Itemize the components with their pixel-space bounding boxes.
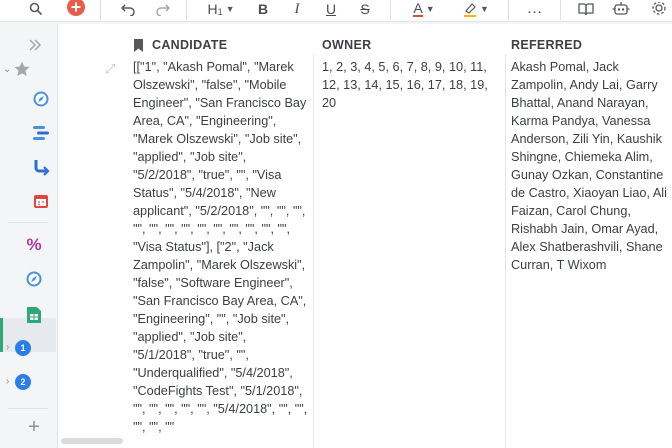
referred-name: Xiaoyan Liao: [573, 186, 647, 200]
spreadsheet-icon[interactable]: [23, 304, 45, 326]
toolbar-separator: [100, 0, 101, 20]
editor-toolbar: [0, 0, 672, 22]
referred-name: Jack Zampolin: [511, 60, 619, 92]
underline-button[interactable]: U: [325, 1, 337, 17]
chevron-down-icon: ▼: [425, 4, 435, 14]
robot-icon[interactable]: [610, 0, 632, 18]
highlight-dropdown[interactable]: [456, 0, 496, 18]
expand-row-icon[interactable]: ⤢: [105, 61, 116, 76]
search-icon[interactable]: [26, 0, 46, 18]
column-divider: [505, 54, 506, 448]
referred-cell[interactable]: Akash Pomal, Jack Zampolin, Andy Lai, Garry Bhattal, Anand Narayan, Karma Pandya, Vanessa Anderson, Zili Yin, Kaushik Shingne, Chiemeka Alim, Gunay Ozkan, Constantine de Castro, Xiaoyan Liao, Ali Faizan, Carol Chung, Rishabh Jain, Omar Ayad, Alex Shatberashvili, Shane Curran, T Wixom: [511, 60, 667, 272]
strikethrough-button[interactable]: S: [360, 1, 370, 17]
toolbar-separator: [508, 0, 509, 20]
column-header-owner[interactable]: OWNER: [322, 38, 372, 52]
horizontal-scrollbar[interactable]: [61, 438, 123, 444]
referred-name: T Wixom: [556, 258, 607, 272]
referred-name: Andy Lai: [569, 78, 619, 92]
calendar-icon[interactable]: [30, 190, 52, 212]
book-icon[interactable]: [576, 0, 596, 18]
settings-icon[interactable]: [648, 0, 670, 18]
toolbar-separator: [186, 0, 187, 20]
add-button[interactable]: [65, 0, 87, 18]
heading-level: 1: [217, 6, 223, 17]
notification-badge-1[interactable]: 1: [12, 337, 34, 359]
heading-label: H: [207, 1, 218, 17]
referred-name: Ali Faizan: [511, 186, 667, 218]
referred-name: Alex Shatberashvili: [511, 240, 619, 254]
sidebar-divider: [8, 408, 48, 409]
referred-name: Constantine de Castro: [511, 168, 664, 200]
italic-button[interactable]: I: [294, 0, 300, 17]
referred-name: Karma Pandya: [511, 114, 595, 128]
list-icon[interactable]: [30, 122, 52, 144]
toolbar-separator: [390, 0, 391, 20]
chevron-right-icon[interactable]: ›: [6, 376, 10, 387]
referred-name: Shane Curran: [511, 240, 663, 272]
collapse-sidebar-icon[interactable]: [24, 34, 46, 56]
referred-name: Vanessa Anderson: [511, 114, 651, 146]
text-color-dropdown[interactable]: [404, 0, 444, 18]
redo-icon[interactable]: [152, 0, 172, 18]
sidebar-divider: [8, 222, 48, 223]
referred-name: Kaushik Shingne: [511, 132, 662, 164]
column-header-referred[interactable]: REFERRED: [511, 38, 583, 52]
undo-icon[interactable]: [118, 0, 138, 18]
add-page-button[interactable]: +: [28, 415, 40, 438]
toolbar-separator: [560, 0, 561, 20]
chevron-down-icon: ▼: [480, 4, 489, 14]
candidate-cell[interactable]: [["1", "Akash Pomal", "Marek Olszewski", "false", "Mobile Engineer", "San Francisco Bay Area, CA", "Engineering", "Marek Olszewski", "Job site", "applied", "Job site", "5/2/2018", "true", "", "Visa Status", "5/4/2018", "New applicant", "5/2/2018", "", "", "", "", "", "", "", "", "", "", "", "", "", "Visa Status"], ["2", "Jack Zampolin", "Marek Olszewski", "false", "Software Engineer", "San Francisco Bay Area, CA", "Engineering", "", "Job site", "applied", "Job site", "5/1/2018", "true", "", "Underqualified", "5/4/2018", "CodeFights Test", "5/1/2018", "", "", "", "", "", "5/4/2018", "", "", "", "", "": [133, 60, 308, 434]
referred-name: Carol Chung: [556, 204, 628, 218]
referred-name: Anand Narayan: [556, 96, 646, 110]
referred-name: Zili Yin: [572, 132, 610, 146]
sidebar-active-indicator: [0, 318, 3, 352]
flow-icon[interactable]: [30, 156, 52, 178]
sidebar: [0, 22, 56, 448]
column-divider: [313, 54, 314, 448]
compass-icon[interactable]: [23, 268, 45, 290]
referred-name: Gunay Ozkan: [511, 168, 589, 182]
table-panel: [57, 24, 672, 448]
referred-name: Garry Bhattal: [511, 78, 658, 110]
compass-icon[interactable]: [30, 88, 52, 110]
chevron-down-icon: ▼: [225, 4, 235, 14]
heading-dropdown[interactable]: [200, 0, 242, 18]
notification-badge-2[interactable]: 2: [12, 371, 34, 393]
text-color-label: A: [413, 0, 423, 16]
bookmark-icon: [133, 39, 144, 52]
column-header-candidate[interactable]: [133, 38, 227, 52]
chevron-right-icon[interactable]: ›: [6, 342, 10, 353]
percent-icon[interactable]: %: [26, 235, 42, 254]
referred-name: Rishabh Jain: [511, 222, 585, 236]
referred-name: Akash Pomal: [511, 60, 586, 74]
highlighter-icon: [463, 2, 477, 17]
owner-cell[interactable]: 1, 2, 3, 4, 5, 6, 7, 8, 9, 10, 11, 12, 13, 14, 15, 16, 17, 18, 19, 20: [322, 60, 488, 110]
star-icon[interactable]: [11, 58, 33, 80]
bold-button[interactable]: B: [257, 1, 269, 17]
referred-name: Omar Ayad: [591, 222, 655, 236]
referred-name: Chiemeka Alim: [564, 150, 650, 164]
more-options-button[interactable]: …: [526, 0, 544, 17]
candidate-column-label: CANDIDATE: [152, 38, 228, 52]
chevron-down-icon[interactable]: ⌄: [3, 64, 12, 75]
